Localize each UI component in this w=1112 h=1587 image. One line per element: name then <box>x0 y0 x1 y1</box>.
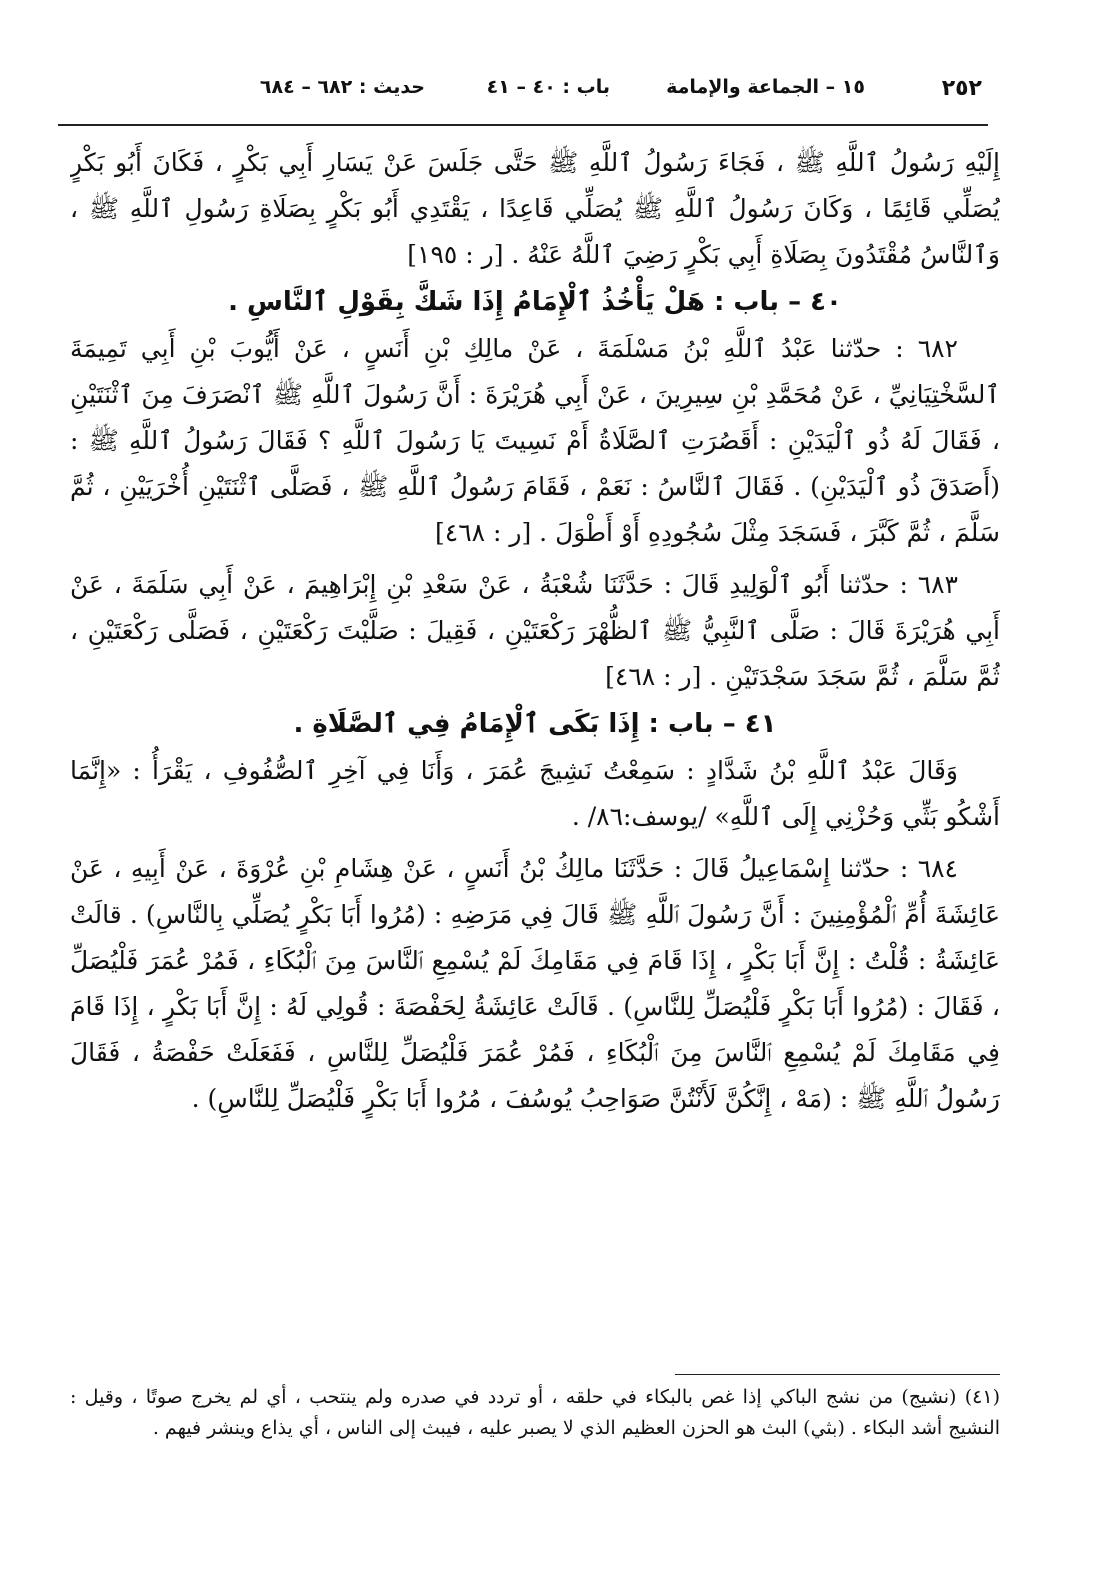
page-number: ٢٥٢ <box>941 76 982 101</box>
header-divider <box>58 124 988 126</box>
hadith-682: ٦٨٢ : حدّثنا عَبْدُ ٱللَّهِ بْنُ مَسْلَمَةَ ، عَنْ مالِكِ بْنِ أَنَسٍ ، عَنْ أَيُّوبَ بْنِ أَبِي تَمِيمَةَ ٱلسَّخْتِيَانِيِّ ، عَنْ مُحَمَّدِ بْنِ سِيرِينَ ، عَنْ أَبِي هُرَيْرَةَ : أَنَّ رَسُولَ ٱللَّهِ ﷺ ٱنْصَرَفَ مِنَ ٱثْنَتَيْنِ ، فَقَالَ لَهُ ذُو ٱلْيَدَيْنِ : أَقَصُرَتِ ٱلصَّلَاةُ أَمْ نَسِيتَ يَا رَسُولَ ٱللَّهِ ؟ فَقَالَ رَسُولُ ٱللَّهِ ﷺ : (أَصَدَقَ ذُو ٱلْيَدَيْنِ) . فَقَالَ ٱلنَّاسُ : نَعَمْ ، فَقَامَ رَسُولُ ٱللَّهِ ﷺ ، فَصَلَّى ٱثْنَتَيْنِ أُخْرَيَيْنِ ، ثُمَّ سَلَّمَ ، ثُمَّ كَبَّرَ ، فَسَجَدَ مِثْلَ سُجُودِهِ أَوْ أَطْوَلَ . [ر : ٤٦٨] <box>70 334 1000 547</box>
continued-paragraph: إِلَيْهِ رَسُولُ ٱللَّهِ ﷺ ، فَجَاءَ رَسُولُ ٱللَّهِ ﷺ حَتَّى جَلَسَ عَنْ يَسَارِ أَبِي بَكْرٍ ، فَكَانَ أَبُو بَكْرٍ يُصَلِّي قَائِمًا ، وَكَانَ رَسُولُ ٱللَّهِ ﷺ يُصَلِّي قَاعِدًا ، يَقْتَدِي أَبُو بَكْرٍ بِصَلَاةِ رَسُولِ ٱللَّهِ ﷺ ، وَٱلنَّاسُ مُقْتَدُونَ بِصَلَاةِ أَبِي بَكْرٍ رَضِيَ ٱللَّهُ عَنْهُ . [ر : ١٩٥] <box>70 148 1000 269</box>
athar-paragraph: وَقَالَ عَبْدُ ٱللَّهِ بْنُ شَدَّادٍ : سَمِعْتُ نَشِيجَ عُمَرَ ، وَأَنَا فِي آخِرِ ٱلصُّفُوفِ ، يَقْرَأُ : «إِنَّمَا أَشْكُو بَثِّي وَحُزْنِي إِلَى ٱللَّهِ» /يوسف:٨٦/ . <box>70 756 1000 831</box>
main-text <box>70 140 1000 1235</box>
hadith-range: حديث : ٦٨٢ – ٦٨٤ <box>259 76 425 98</box>
chapter-range: باب : ٤٠ – ٤١ <box>486 76 610 98</box>
chapter-heading-41: ٤١ – باب : إِذَا بَكَى ٱلْإِمَامُ فِي ٱلصَّلَاةِ . <box>293 709 777 739</box>
hadith-683: ٦٨٣ : حدّثنا أَبُو ٱلْوَلِيدِ قَالَ : حَدَّثَنَا شُعْبَةُ ، عَنْ سَعْدِ بْنِ إِبْرَاهِيمَ ، عَنْ أَبِي سَلَمَةَ ، عَنْ أَبِي هُرَيْرَةَ قَالَ : صَلَّى ٱلنَّبِيُّ ﷺ ٱلظُّهْرَ رَكْعَتَيْنِ ، فَقِيلَ : صَلَّيْتَ رَكْعَتَيْنِ ، فَصَلَّى رَكْعَتَيْنِ ، ثُمَّ سَلَّمَ ، ثُمَّ سَجَدَ سَجْدَتَيْنِ . [ر : ٤٦٨] <box>70 570 1000 691</box>
footnote <box>70 1382 1000 1444</box>
hadith-684: ٦٨٤ : حدّثنا إِسْمَاعِيلُ قَالَ : حَدَّثَنَا مالِكُ بْنُ أَنَسٍ ، عَنْ هِشَامِ بْنِ عُرْوَةَ ، عَنْ أَبِيهِ ، عَنْ عَائِشَةَ أُمِّ ٱلْمُؤْمِنِينَ : أَنَّ رَسُولَ ٱللَّهِ ﷺ قَالَ فِي مَرَضِهِ : (مُرُوا أَبَا بَكْرٍ يُصَلِّي بِالنَّاسِ) . قالَتْ عَائِشَةُ : قُلْتُ : إِنَّ أَبَا بَكْرٍ ، إِذَا قَامَ فِي مَقَامِكَ لَمْ يُسْمِعِ ٱلنَّاسَ مِنَ ٱلْبُكَاءِ ، فَمُرْ عُمَرَ فَلْيُصَلِّ ، فَقَالَ : (مُرُوا أَبَا بَكْرٍ فَلْيُصَلِّ لِلنَّاسِ) . قَالَتْ عَائِشَةُ لِحَفْصَةَ : قُولِي لَهُ : إِنَّ أَبَا بَكْرٍ ، إِذَا قَامَ فِي مَقَامِكَ لَمْ يُسْمِعِ ٱلنَّاسَ مِنَ ٱلْبُكَاءِ ، فَمُرْ عُمَرَ فَلْيُصَلِّ لِلنَّاسِ ، فَفَعَلَتْ حَفْصَةُ ، فَقَالَ رَسُولُ ٱللَّهِ ﷺ : (مَهْ ، إِنَّكُنَّ لَأَنْتُنَّ صَوَاحِبُ يُوسُفَ ، مُرُوا أَبَا بَكْرٍ فَلْيُصَلِّ لِلنَّاسِ) . <box>70 854 1000 1113</box>
footnote-divider <box>675 1374 1000 1375</box>
footnote-text: (٤١) (نشيج) من نشج الباكي إذا غص بالبكاء في حلقه ، أو تردد في صدره ولم ينتحب ، أي لم يخرج صوتًا ، وقيل : النشيج أشد البكاء . (بثي) البث هو الحزن العظيم الذي لا يصبر عليه ، فيبث إلى الناس ، أي يذاع وينشر فيهم . <box>70 1386 1000 1439</box>
book-title: ١٥ – الجماعة والإمامة <box>666 76 865 98</box>
chapter-heading-40: ٤٠ – باب : هَلْ يَأْخُذُ ٱلْإِمَامُ إِذَا شَكَّ بِقَوْلِ ٱلنَّاسِ . <box>228 287 842 317</box>
running-header <box>100 72 1000 106</box>
